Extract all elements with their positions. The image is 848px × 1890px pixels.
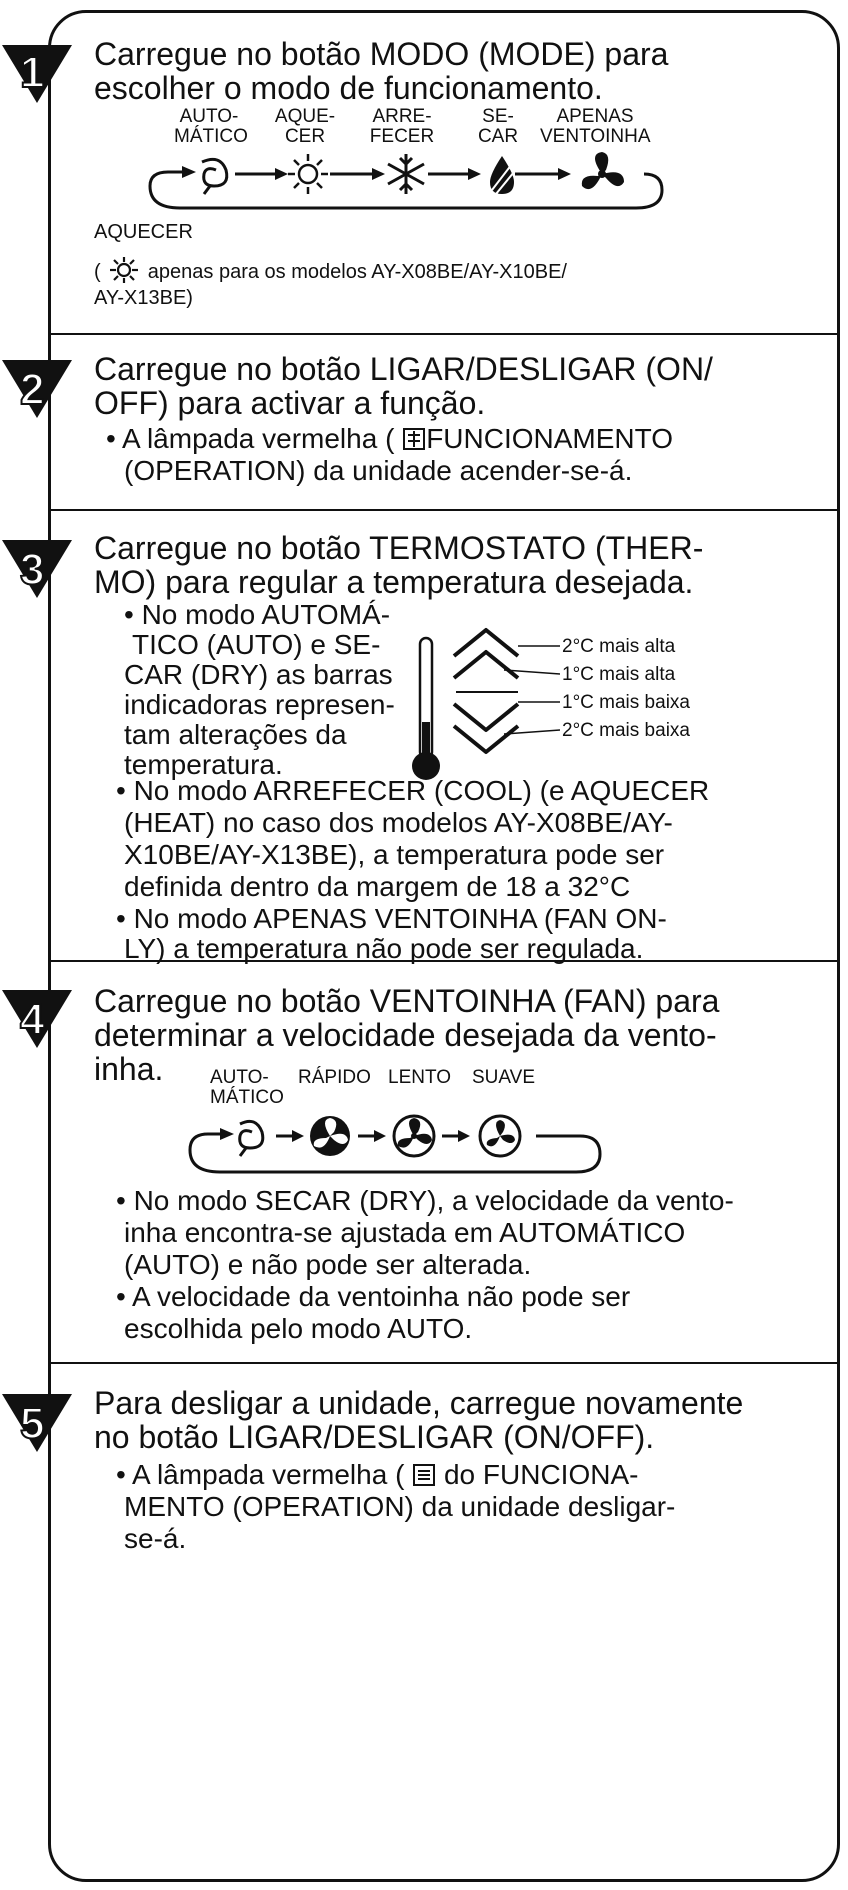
step-4-line-2: determinar a velocidade desejada da vento- bbox=[94, 1017, 717, 1053]
step-2-bullet-line-1: • A lâmpada vermelha ( FUNCIONAMENTO bbox=[106, 423, 674, 454]
step-4-bullet-a-line-2: inha encontra-se ajustada em AUTOMÁTICO bbox=[124, 1217, 686, 1248]
temp-label-minus-1: 1°C mais baixa bbox=[562, 692, 690, 713]
speed-label-auto: AUTO- MÁTICO bbox=[210, 1067, 284, 1108]
fan-icon bbox=[582, 152, 624, 189]
step-3-bullet-a-line-1: • No modo AUTOMÁ- bbox=[124, 599, 391, 630]
step-3-bullet-a-line-5: tam alterações da bbox=[124, 719, 347, 750]
step-4-bullet-a-line-3: (AUTO) e não pode ser alterada. bbox=[124, 1249, 532, 1280]
step-4-bullet-b-line-1: • A velocidade da ventoinha não pode ser bbox=[116, 1281, 631, 1312]
step-1-line-1: Carregue no botão MODO (MODE) para bbox=[94, 36, 669, 72]
step-3-line-2: MO) para regular a temperatura desejada. bbox=[94, 564, 694, 600]
step-2-bullet-line-2: (OPERATION) da unidade acender-se-á. bbox=[124, 455, 633, 486]
step-4-line-3: inha. bbox=[94, 1051, 164, 1087]
fan-fast-icon bbox=[310, 1116, 350, 1156]
down-double-chevron-icon bbox=[454, 704, 518, 752]
mode-label-cool: ARRE- FECER bbox=[369, 106, 435, 147]
step-3-bullet-b-line-3: X10BE/AY-X13BE), a temperatura pode ser bbox=[124, 839, 665, 870]
step-1-note-line-2: AY-X13BE) bbox=[94, 287, 193, 309]
fan-speed-cycle-diagram bbox=[180, 1110, 620, 1182]
speed-label-fast: RÁPIDO bbox=[298, 1067, 371, 1088]
step-1-line-2: escolher o modo de funcionamento. bbox=[94, 70, 603, 106]
mode-label-fan-only: APENAS VENTOINHA bbox=[540, 106, 651, 147]
speed-label-slow: LENTO bbox=[388, 1067, 452, 1088]
mode-label-dry: SE- CAR bbox=[477, 106, 519, 147]
temp-label-minus-2: 2°C mais baixa bbox=[562, 720, 690, 741]
section-divider bbox=[48, 1362, 840, 1364]
temp-label-plus-1: 1°C mais alta bbox=[562, 664, 676, 685]
speed-label-soft: SUAVE bbox=[472, 1067, 536, 1088]
section-divider bbox=[48, 333, 840, 335]
auto-swirl-icon bbox=[240, 1121, 263, 1156]
step-1-note-title: AQUECER bbox=[94, 221, 193, 243]
step-4-line-1: Carregue no botão VENTOINHA (FAN) para bbox=[94, 983, 720, 1019]
step-3-line-1: Carregue no botão TERMOSTATO (THER- bbox=[94, 530, 704, 566]
mode-label-heat: AQUE- CER bbox=[274, 106, 336, 147]
step-3-bullet-b-line-1: • No modo ARREFECER (COOL) (e AQUECER bbox=[116, 775, 710, 806]
step-4-bullet-a-line-1: • No modo SECAR (DRY), a velocidade da vento- bbox=[116, 1185, 734, 1216]
step-3-bullet-a-line-2: TICO (AUTO) e SE- bbox=[132, 629, 381, 660]
mode-cycle-diagram bbox=[140, 150, 680, 220]
step-3-bullet-b-line-2: (HEAT) no caso dos modelos AY-X08BE/AY- bbox=[124, 807, 673, 838]
sun-icon bbox=[106, 256, 142, 284]
temperature-indicator-diagram bbox=[400, 612, 560, 787]
section-divider bbox=[48, 509, 840, 511]
step-2-line-2: OFF) para activar a função. bbox=[94, 385, 486, 421]
step-5-bullet-line-2: MENTO (OPERATION) da unidade desligar- bbox=[124, 1491, 676, 1522]
step-3-bullet-c-line-1: • No modo APENAS VENTOINHA (FAN ON- bbox=[116, 903, 667, 934]
step-1-note-line-1: ( apenas para os modelos AY-X08BE/AY-X10BE/ bbox=[94, 256, 567, 284]
step-2-line-1: Carregue no botão LIGAR/DESLIGAR (ON/ bbox=[94, 351, 713, 387]
step-3-bullet-a-line-3: CAR (DRY) as barras bbox=[124, 659, 393, 690]
thermometer-icon bbox=[412, 638, 440, 780]
step-3-bullet-b-line-4: definida dentro da margem de 18 a 32°C bbox=[124, 871, 631, 902]
step-5-bullet-line-3: se-á. bbox=[124, 1523, 187, 1554]
step-3-bullet-a-line-6: temperatura. bbox=[124, 749, 283, 780]
drop-icon bbox=[490, 156, 514, 194]
step-5-line-2: no botão LIGAR/DESLIGAR (ON/OFF). bbox=[94, 1419, 655, 1455]
fan-soft-icon bbox=[480, 1116, 520, 1156]
auto-swirl-icon bbox=[202, 159, 227, 194]
step-4-bullet-b-line-2: escolhida pelo modo AUTO. bbox=[124, 1313, 473, 1344]
step-5-line-1: Para desligar a unidade, carregue novamente bbox=[94, 1385, 744, 1421]
temp-label-plus-2: 2°C mais alta bbox=[562, 636, 676, 657]
operation-lamp-icon bbox=[402, 427, 426, 451]
step-5-bullet-line-1: • A lâmpada vermelha ( do FUNCIONA- bbox=[116, 1459, 639, 1490]
mode-label-auto: AUTO- MÁTICO bbox=[174, 106, 248, 147]
sun-icon bbox=[288, 154, 328, 194]
fan-slow-icon bbox=[394, 1116, 434, 1156]
snowflake-icon bbox=[388, 154, 424, 194]
step-3-bullet-c-line-2: LY) a temperatura não pode ser regulada. bbox=[124, 933, 644, 964]
step-3-bullet-a-line-4: indicadoras represen- bbox=[124, 689, 395, 720]
operation-lamp-icon bbox=[412, 1463, 436, 1487]
